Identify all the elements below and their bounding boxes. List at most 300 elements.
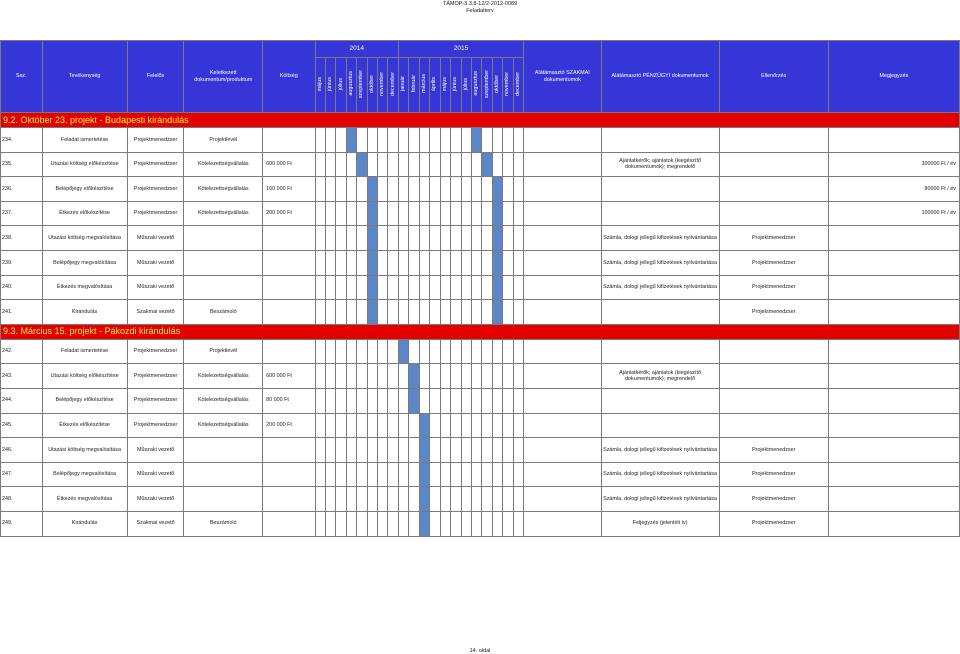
gantt-cell	[461, 487, 471, 512]
gantt-cell	[336, 388, 346, 413]
gantt-cell	[409, 300, 419, 325]
szakmai-doc-cell	[524, 462, 602, 487]
megjegyzes-cell	[828, 438, 959, 463]
row-number: 245.	[1, 413, 43, 438]
gantt-cell	[440, 438, 450, 463]
gantt-cell	[398, 300, 408, 325]
month-header	[357, 58, 367, 113]
activity-cell: Kirándulás	[42, 300, 127, 325]
gantt-cell	[430, 300, 440, 325]
cost-cell: 200 000 Ft	[263, 413, 315, 438]
responsible-cell: Szakmai vezető	[127, 511, 184, 536]
gantt-cell	[482, 201, 492, 226]
gantt-cell	[357, 511, 367, 536]
month-header	[482, 58, 492, 113]
penzugyi-doc-cell	[601, 201, 719, 226]
gantt-cell	[471, 339, 481, 364]
gantt-cell	[513, 487, 523, 512]
megjegyzes-cell	[828, 339, 959, 364]
gantt-bar	[492, 275, 502, 300]
gantt-cell	[419, 177, 429, 202]
gantt-cell	[325, 226, 335, 251]
gantt-cell	[378, 511, 388, 536]
megjegyzes-cell	[828, 364, 959, 389]
gantt-cell	[409, 487, 419, 512]
gantt-cell	[357, 388, 367, 413]
cost-cell: 80 000 Ft	[263, 388, 315, 413]
gantt-bar	[367, 177, 377, 202]
month-label: május	[316, 76, 323, 91]
row-number: 244.	[1, 388, 43, 413]
row-number: 241.	[1, 300, 43, 325]
document-cell: Kötelezettségvállalás	[184, 201, 263, 226]
table-row	[1, 250, 960, 275]
activity-cell: Belépőjegy megvalósítása	[42, 462, 127, 487]
row-number: 249.	[1, 511, 43, 536]
table-row	[1, 226, 960, 251]
gantt-cell	[367, 388, 377, 413]
gantt-cell	[492, 487, 502, 512]
ellenorzes-cell	[719, 152, 828, 177]
gantt-cell	[346, 388, 356, 413]
gantt-cell	[451, 413, 461, 438]
gantt-cell	[440, 152, 450, 177]
gantt-cell	[315, 462, 325, 487]
gantt-cell	[315, 275, 325, 300]
szakmai-doc-cell	[524, 152, 602, 177]
gantt-cell	[513, 511, 523, 536]
gantt-cell	[513, 275, 523, 300]
gantt-cell	[440, 128, 450, 153]
szakmai-doc-cell	[524, 413, 602, 438]
month-header	[492, 58, 502, 113]
month-label: március	[421, 74, 428, 94]
gantt-cell	[409, 226, 419, 251]
penzugyi-doc-cell: Számla, dologi jellegű kifizetések nyilvántartása	[601, 438, 719, 463]
gantt-cell	[409, 152, 419, 177]
gantt-cell	[440, 462, 450, 487]
gantt-cell	[471, 413, 481, 438]
month-label: június	[327, 76, 334, 91]
gantt-cell	[430, 128, 440, 153]
gantt-cell	[378, 250, 388, 275]
gantt-cell	[482, 413, 492, 438]
gantt-cell	[378, 152, 388, 177]
gantt-cell	[357, 462, 367, 487]
gantt-cell	[503, 462, 513, 487]
ellenorzes-cell	[719, 364, 828, 389]
gantt-cell	[430, 487, 440, 512]
gantt-cell	[513, 339, 523, 364]
gantt-cell	[315, 511, 325, 536]
szakmai-doc-cell	[524, 438, 602, 463]
table-row	[1, 487, 960, 512]
gantt-cell	[419, 388, 429, 413]
month-label: augusztus	[347, 71, 354, 97]
cost-cell	[263, 339, 315, 364]
gantt-cell	[398, 250, 408, 275]
gantt-cell	[419, 364, 429, 389]
gantt-cell	[513, 177, 523, 202]
table-row	[1, 128, 960, 153]
col-header-cost: Költség	[263, 41, 315, 113]
gantt-cell	[419, 339, 429, 364]
responsible-cell: Műszaki vezető	[127, 226, 184, 251]
gantt-cell	[398, 511, 408, 536]
gantt-cell	[336, 275, 346, 300]
cost-cell: 200 000 Ft	[263, 201, 315, 226]
gantt-cell	[461, 413, 471, 438]
row-number: 239.	[1, 250, 43, 275]
gantt-cell	[461, 438, 471, 463]
gantt-cell	[482, 128, 492, 153]
penzugyi-doc-cell	[601, 128, 719, 153]
document-header	[0, 0, 960, 15]
gantt-cell	[430, 511, 440, 536]
gantt-cell	[336, 128, 346, 153]
month-label: szeptember	[483, 69, 490, 98]
gantt-cell	[336, 226, 346, 251]
gantt-cell	[430, 226, 440, 251]
gantt-cell	[451, 201, 461, 226]
gantt-cell	[336, 364, 346, 389]
gantt-cell	[388, 339, 399, 364]
month-label: november	[504, 71, 511, 96]
gantt-bar	[492, 250, 502, 275]
document-cell: Kötelezettségvállalás	[184, 152, 263, 177]
gantt-cell	[430, 339, 440, 364]
month-label: december	[514, 71, 521, 96]
gantt-cell	[409, 250, 419, 275]
cost-cell: 600 000 Ft	[263, 152, 315, 177]
gantt-cell	[367, 462, 377, 487]
gantt-cell	[398, 487, 408, 512]
gantt-bar	[419, 487, 429, 512]
gantt-cell	[419, 152, 429, 177]
gantt-cell	[325, 462, 335, 487]
col-header-activity: Tevékenység	[42, 41, 127, 113]
gantt-cell	[388, 250, 399, 275]
megjegyzes-cell: 80000 Ft / év	[828, 177, 959, 202]
gantt-cell	[367, 152, 377, 177]
gantt-cell	[482, 462, 492, 487]
gantt-cell	[471, 300, 481, 325]
gantt-cell	[430, 201, 440, 226]
row-number: 236.	[1, 177, 43, 202]
gantt-cell	[325, 177, 335, 202]
gantt-cell	[471, 462, 481, 487]
gantt-cell	[461, 226, 471, 251]
month-header	[513, 58, 523, 113]
gantt-bar	[419, 511, 429, 536]
gantt-cell	[315, 152, 325, 177]
penzugyi-doc-cell: Számla, dologi jellegű kifizetések nyilvántartása	[601, 487, 719, 512]
szakmai-doc-cell	[524, 201, 602, 226]
table-row	[1, 201, 960, 226]
gantt-cell	[482, 275, 492, 300]
gantt-cell	[513, 388, 523, 413]
gantt-cell	[388, 462, 399, 487]
row-number: 240.	[1, 275, 43, 300]
gantt-cell	[430, 413, 440, 438]
gantt-bar	[367, 226, 377, 251]
gantt-cell	[471, 511, 481, 536]
gantt-cell	[388, 388, 399, 413]
responsible-cell: Szakmai vezető	[127, 300, 184, 325]
gantt-cell	[346, 152, 356, 177]
gantt-cell	[388, 511, 399, 536]
cost-cell	[263, 438, 315, 463]
gantt-cell	[336, 201, 346, 226]
gantt-cell	[482, 250, 492, 275]
activity-cell: Utazási költség megvalósítása	[42, 226, 127, 251]
gantt-cell	[315, 339, 325, 364]
activity-cell: Belépőjegy előkészítése	[42, 177, 127, 202]
gantt-cell	[325, 201, 335, 226]
gantt-cell	[325, 275, 335, 300]
ellenorzes-cell	[719, 339, 828, 364]
gantt-cell	[440, 487, 450, 512]
month-label: július	[337, 77, 344, 90]
document-cell: Kötelezettségvállalás	[184, 413, 263, 438]
gantt-bar	[492, 201, 502, 226]
document-cell	[184, 438, 263, 463]
gantt-cell	[430, 152, 440, 177]
section-title: 9.2. Október 23. projekt - Budapesti kirándulás	[1, 113, 960, 128]
megjegyzes-cell	[828, 250, 959, 275]
gantt-cell	[513, 364, 523, 389]
gantt-cell	[398, 128, 408, 153]
gantt-cell	[503, 364, 513, 389]
table-row	[1, 438, 960, 463]
gantt-cell	[451, 438, 461, 463]
col-header-szakmai: Alátámasztó SZAKMAI dokumentumok	[524, 41, 602, 113]
gantt-cell	[398, 462, 408, 487]
gantt-cell	[419, 201, 429, 226]
header-row-years	[1, 41, 960, 58]
penzugyi-doc-cell	[601, 300, 719, 325]
gantt-cell	[440, 300, 450, 325]
gantt-cell	[315, 487, 325, 512]
gantt-cell	[492, 364, 502, 389]
gantt-cell	[440, 250, 450, 275]
gantt-cell	[346, 177, 356, 202]
month-header	[315, 58, 325, 113]
gantt-cell	[315, 250, 325, 275]
gantt-cell	[325, 128, 335, 153]
gantt-cell	[492, 152, 502, 177]
activity-cell: Belépőjegy előkészítése	[42, 388, 127, 413]
month-header	[430, 58, 440, 113]
penzugyi-doc-cell: Számla, dologi jellegű kifizetések nyilvántartása	[601, 250, 719, 275]
month-label: április	[431, 76, 438, 91]
month-label: július	[462, 77, 469, 90]
gantt-cell	[503, 201, 513, 226]
gantt-cell	[461, 388, 471, 413]
activity-cell: Kirándulás	[42, 511, 127, 536]
gantt-cell	[430, 462, 440, 487]
gantt-cell	[398, 413, 408, 438]
gantt-cell	[440, 226, 450, 251]
szakmai-doc-cell	[524, 300, 602, 325]
gantt-cell	[451, 152, 461, 177]
cost-cell: 600 000 Ft	[263, 364, 315, 389]
szakmai-doc-cell	[524, 275, 602, 300]
activity-cell: Étkezés előkészítése	[42, 413, 127, 438]
document-cell: Kötelezettségvállalás	[184, 388, 263, 413]
row-number: 243.	[1, 364, 43, 389]
gantt-cell	[336, 339, 346, 364]
gantt-cell	[378, 128, 388, 153]
szakmai-doc-cell	[524, 128, 602, 153]
gantt-cell	[451, 364, 461, 389]
gantt-cell	[378, 462, 388, 487]
gantt-cell	[440, 339, 450, 364]
gantt-bar	[419, 438, 429, 463]
document-cell	[184, 275, 263, 300]
megjegyzes-cell: 300000 Ft / év	[828, 152, 959, 177]
col-header-document: Keletkezett dokumentum/produktum	[184, 41, 263, 113]
gantt-bar	[419, 462, 429, 487]
year-header-2015: 2015	[398, 41, 523, 58]
gantt-cell	[357, 413, 367, 438]
gantt-cell	[513, 152, 523, 177]
document-cell: Projektlevél	[184, 128, 263, 153]
gantt-cell	[503, 413, 513, 438]
penzugyi-doc-cell	[601, 413, 719, 438]
gantt-cell	[513, 250, 523, 275]
gantt-cell	[336, 177, 346, 202]
table-row	[1, 388, 960, 413]
section-header	[1, 113, 960, 128]
responsible-cell: Műszaki vezető	[127, 275, 184, 300]
gantt-cell	[513, 201, 523, 226]
month-header	[440, 58, 450, 113]
gantt-cell	[388, 413, 399, 438]
month-label: szeptember	[358, 69, 365, 98]
gantt-cell	[378, 487, 388, 512]
gantt-cell	[419, 226, 429, 251]
cost-cell	[263, 275, 315, 300]
gantt-cell	[315, 177, 325, 202]
gantt-cell	[451, 250, 461, 275]
gantt-cell	[482, 177, 492, 202]
gantt-cell	[409, 462, 419, 487]
gantt-cell	[461, 177, 471, 202]
activity-cell: Utazási költség előkészítése	[42, 152, 127, 177]
megjegyzes-cell	[828, 300, 959, 325]
gantt-cell	[409, 438, 419, 463]
gantt-cell	[346, 339, 356, 364]
gantt-cell	[430, 177, 440, 202]
gantt-cell	[346, 201, 356, 226]
gantt-cell	[357, 177, 367, 202]
col-header-responsible: Felelős	[127, 41, 184, 113]
gantt-bar	[409, 388, 419, 413]
gantt-cell	[482, 339, 492, 364]
month-header	[367, 58, 377, 113]
gantt-cell	[461, 128, 471, 153]
gantt-cell	[346, 226, 356, 251]
gantt-cell	[430, 364, 440, 389]
gantt-cell	[357, 364, 367, 389]
szakmai-doc-cell	[524, 388, 602, 413]
gantt-cell	[398, 275, 408, 300]
gantt-cell	[388, 177, 399, 202]
month-label: október	[368, 74, 375, 93]
row-number: 247.	[1, 462, 43, 487]
szakmai-doc-cell	[524, 487, 602, 512]
gantt-cell	[367, 364, 377, 389]
gantt-cell	[378, 339, 388, 364]
gantt-cell	[357, 438, 367, 463]
gantt-cell	[451, 300, 461, 325]
gantt-cell	[315, 300, 325, 325]
gantt-cell	[409, 201, 419, 226]
gantt-bar	[367, 201, 377, 226]
gantt-cell	[451, 511, 461, 536]
gantt-cell	[325, 438, 335, 463]
gantt-cell	[325, 413, 335, 438]
gantt-cell	[440, 511, 450, 536]
gantt-cell	[357, 275, 367, 300]
cost-cell	[263, 487, 315, 512]
gantt-cell	[367, 413, 377, 438]
gantt-cell	[388, 487, 399, 512]
project-code: TÁMOP-3.3.8-12/2-2012-0089	[442, 1, 518, 7]
col-header-megjegyzes: Megjegyzés	[828, 41, 959, 113]
gantt-bar	[367, 250, 377, 275]
table-row	[1, 177, 960, 202]
gantt-cell	[388, 275, 399, 300]
gantt-cell	[492, 339, 502, 364]
gantt-cell	[388, 364, 399, 389]
megjegyzes-cell	[828, 128, 959, 153]
gantt-cell	[461, 300, 471, 325]
gantt-cell	[430, 438, 440, 463]
gantt-bar	[419, 413, 429, 438]
month-label: november	[379, 71, 386, 96]
gantt-cell	[315, 438, 325, 463]
gantt-cell	[513, 462, 523, 487]
gantt-cell	[336, 152, 346, 177]
document-cell	[184, 462, 263, 487]
gantt-cell	[398, 388, 408, 413]
ellenorzes-cell: Projektmenedzser	[719, 438, 828, 463]
gantt-cell	[357, 250, 367, 275]
gantt-cell	[315, 226, 325, 251]
gantt-cell	[461, 511, 471, 536]
gantt-cell	[471, 250, 481, 275]
gantt-cell	[336, 511, 346, 536]
gantt-cell	[325, 364, 335, 389]
gantt-bar	[492, 226, 502, 251]
gantt-cell	[461, 201, 471, 226]
page-number: 14. oldal	[469, 648, 491, 654]
penzugyi-doc-cell: Ajánlatkérők; ajánlatok (kiegészítő dokumentumok); megrendelő	[601, 152, 719, 177]
gantt-cell	[388, 201, 399, 226]
gantt-cell	[440, 364, 450, 389]
month-label: június	[452, 76, 459, 91]
gantt-cell	[503, 250, 513, 275]
gantt-cell	[471, 177, 481, 202]
gantt-cell	[357, 128, 367, 153]
activity-cell: Belépőjegy megvalósítása	[42, 250, 127, 275]
gantt-cell	[461, 250, 471, 275]
gantt-cell	[513, 128, 523, 153]
col-header-ssz: Ssz.	[1, 41, 43, 113]
responsible-cell: Projektmenedzser	[127, 177, 184, 202]
